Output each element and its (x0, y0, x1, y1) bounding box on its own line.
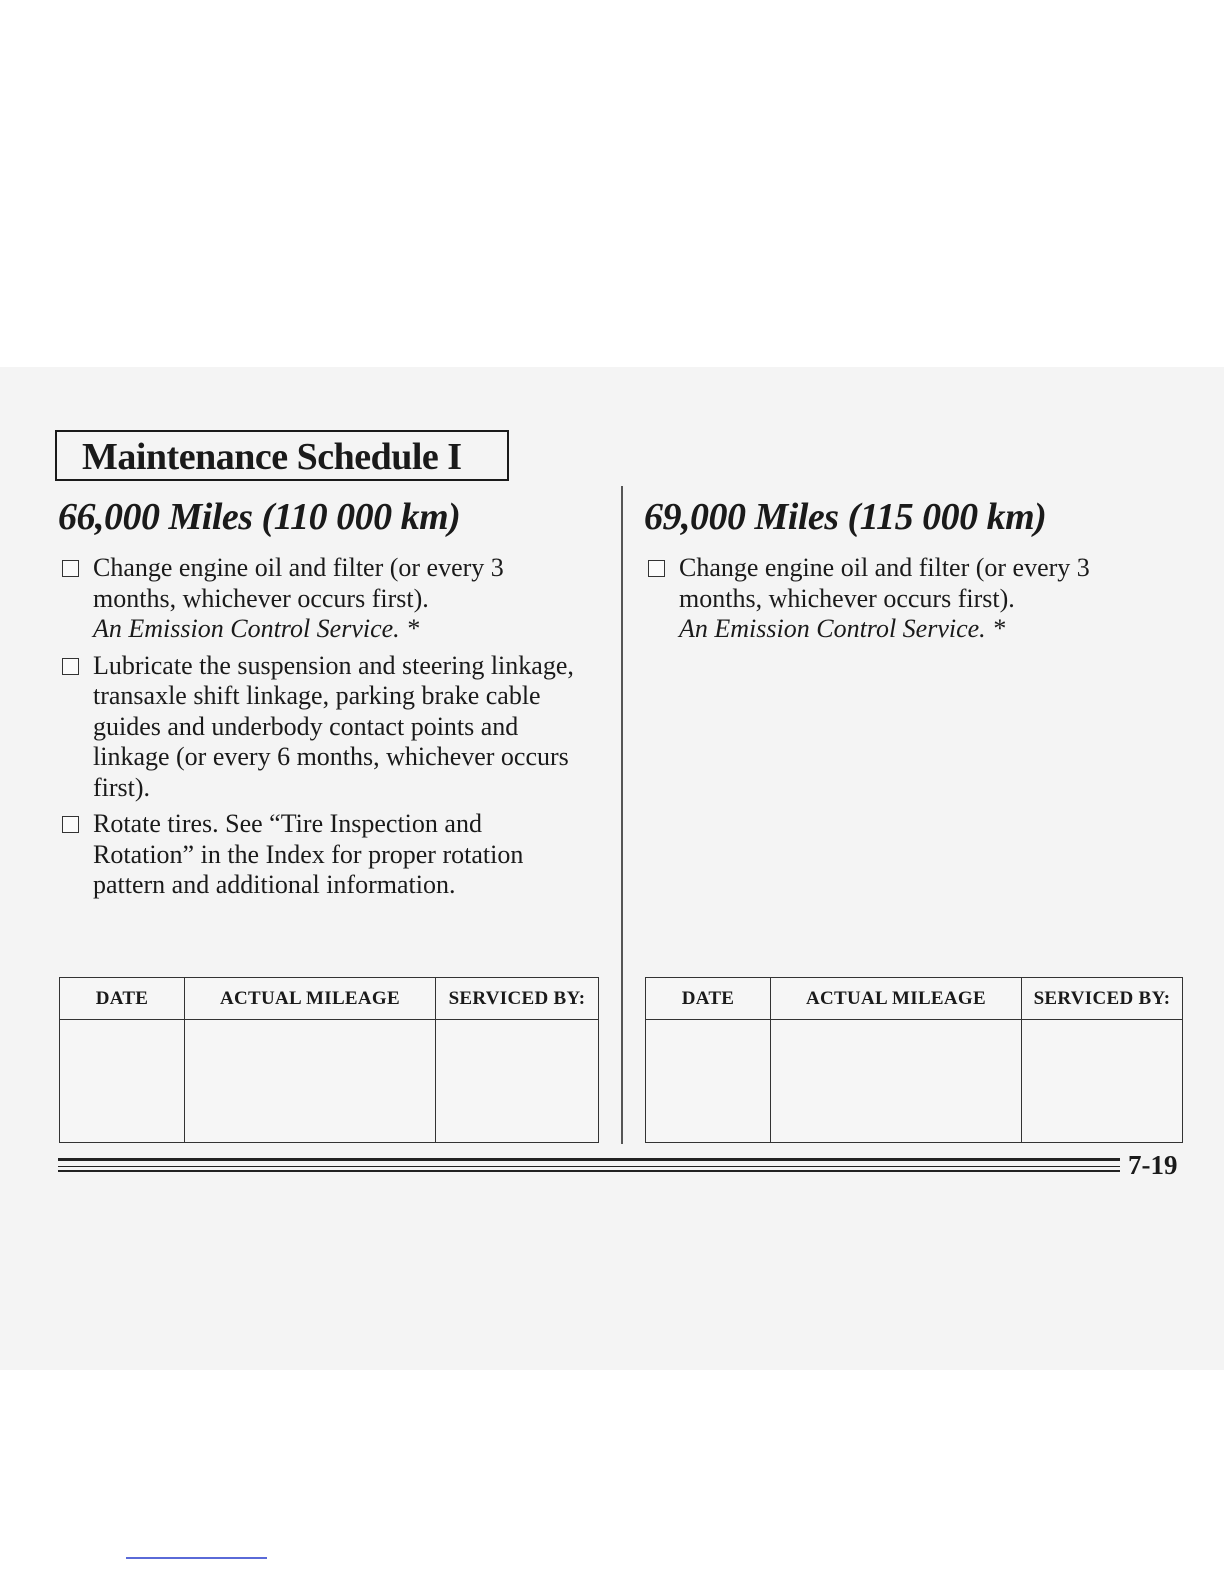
column-divider (621, 486, 623, 1144)
column-header-actual-mileage: ACTUAL MILEAGE (771, 978, 1022, 1020)
table-header-row (60, 978, 599, 1020)
actual-mileage-cell[interactable] (185, 1020, 436, 1143)
mileage-column-66000 (58, 495, 603, 907)
column-header-serviced-by: SERVICED BY: (1022, 978, 1183, 1020)
column-header-serviced-by: SERVICED BY: (436, 978, 599, 1020)
table-row (60, 1020, 599, 1143)
task-text: Change engine oil and filter (or every 3 months, whichever occurs first). (679, 553, 1090, 613)
column-header-date: DATE (646, 978, 771, 1020)
section-title-box (55, 430, 509, 481)
emission-control-note: An Emission Control Service. * (679, 614, 1006, 643)
task-change-oil (58, 553, 603, 645)
mileage-heading: 69,000 Miles (115 000 km) (644, 496, 1047, 538)
service-record-table (645, 977, 1183, 1143)
footer-rule (58, 1166, 1120, 1167)
service-record-table (59, 977, 599, 1143)
column-header-date: DATE (60, 978, 185, 1020)
table-row (646, 1020, 1183, 1143)
task-change-oil (644, 553, 1189, 645)
serviced-by-cell[interactable] (1022, 1020, 1183, 1143)
task-text: Lubricate the suspension and steering linkage, transaxle shift linkage, parking brake cable guides and underbody contact points and linkage (or every 6 months, whichever occurs first). (93, 650, 574, 802)
column-header-actual-mileage: ACTUAL MILEAGE (185, 978, 436, 1020)
task-rotate-tires (58, 809, 603, 901)
footer-rule (58, 1158, 1120, 1161)
task-text: Rotate tires. See “Tire Inspection and Rotation” in the Index for proper rotation pattern and additional information. (93, 809, 524, 899)
link-underline (126, 1557, 267, 1559)
section-title: Maintenance Schedule I (82, 436, 462, 478)
task-list (644, 553, 1189, 645)
actual-mileage-cell[interactable] (771, 1020, 1022, 1143)
date-cell[interactable] (646, 1020, 771, 1143)
page-number: 7-19 (1128, 1150, 1178, 1180)
task-checkbox[interactable] (62, 816, 79, 833)
emission-control-note: An Emission Control Service. * (93, 614, 420, 643)
mileage-heading: 66,000 Miles (110 000 km) (58, 496, 461, 538)
task-checkbox[interactable] (62, 658, 79, 675)
serviced-by-cell[interactable] (436, 1020, 599, 1143)
footer-rule (58, 1170, 1120, 1172)
task-lubricate (58, 651, 603, 804)
mileage-column-69000 (644, 495, 1189, 651)
task-checkbox[interactable] (648, 560, 665, 577)
task-text: Change engine oil and filter (or every 3 months, whichever occurs first). (93, 553, 504, 613)
date-cell[interactable] (60, 1020, 185, 1143)
table-header-row (646, 978, 1183, 1020)
task-checkbox[interactable] (62, 560, 79, 577)
task-list (58, 553, 603, 901)
